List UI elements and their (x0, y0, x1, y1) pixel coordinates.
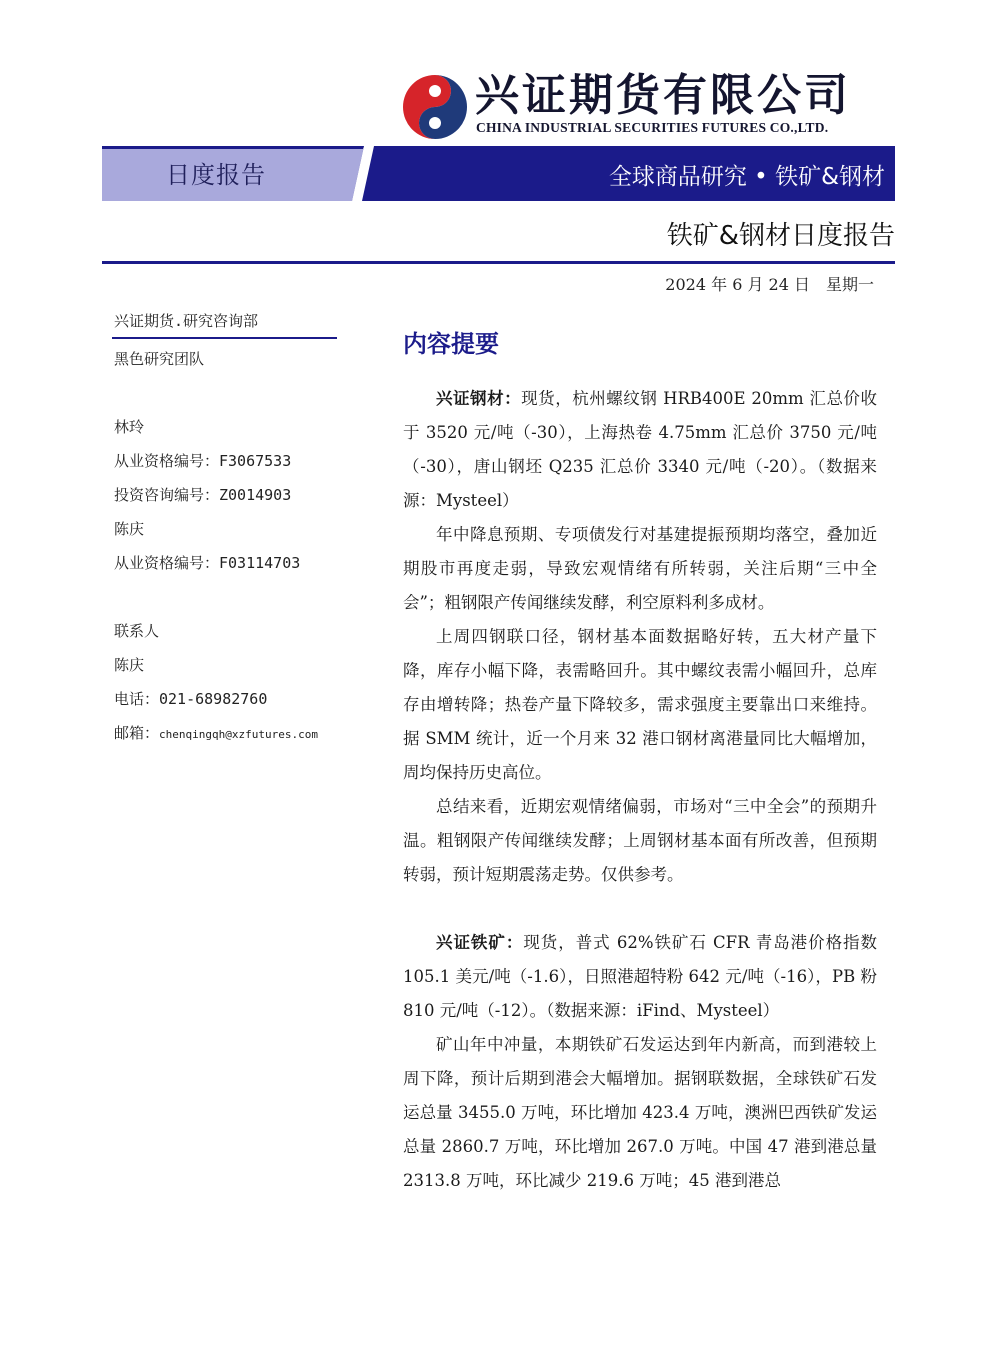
team: 黑色研究团队 (114, 350, 205, 368)
email-label: 邮箱： (114, 724, 160, 742)
steel-lead: 兴证钢材： (436, 389, 522, 408)
analyst-name: 林玲 (114, 418, 145, 436)
title-divider (102, 261, 895, 264)
report-banner (102, 146, 895, 201)
ore-spot-text: 现货，普式 62%铁矿石 CFR 青岛港价格指数 105.1 美元/吨（-1.6），日照港超特粉 642 元/吨（-16），PB 粉 810 元/吨（-12）。（数据来源：iFind、Mysteel） (403, 933, 878, 1020)
steel-paragraph: 总结来看，近期宏观情绪偏弱，市场对“三中全会”的预期升温。粗钢限产传闻继续发酵；上周钢材基本面有所改善，但预期转弱，预计短期震荡走势。仅供参考。 (403, 797, 877, 884)
analyst-name: 陈庆 (114, 520, 145, 538)
steel-paragraph: 年中降息预期、专项债发行对基建提振预期均落空，叠加近期股市再度走弱，导致宏观情绪有所转弱，关注后期“三中全会”；粗钢限产传闻继续发酵，利空原料利多成材。 (403, 525, 877, 612)
steel-paragraph: 上周四钢联口径，钢材基本面数据略好转，五大材产量下降，库存小幅下降，表需略回升。其中螺纹表需小幅回升，总库存由增转降；热卷产量下降较多，需求强度主要靠出口来维持。据 SMM 统计，近一个月来 32 港口钢材离港量同比大幅增加，周均保持历史高位。 (403, 627, 877, 782)
analyst-cert: 从业资格编号：F3067533 (114, 452, 292, 470)
ore-paragraph: 矿山年中冲量，本期铁矿石发运达到年内新高，而到港较上周下降，预计后期到港会大幅增加。据钢联数据，全球铁矿石发运总量 3455.0 万吨，环比增加 423.4 万吨，澳洲巴西铁矿发运总量 2860.7 万吨，环比增加 267.0 万吨。中国 47 港到港总量 2313.8 万吨，环比减少 219.6 万吨；45 港到港总 (403, 1035, 877, 1190)
department: 兴证期货.研究咨询部 (114, 312, 259, 330)
contact-label: 联系人 (114, 622, 160, 640)
contact-email-row (114, 722, 318, 743)
ore-lead: 兴证铁矿： (436, 933, 524, 952)
ore-paragraph (403, 926, 877, 1028)
research-category-label: 全球商品研究 • 铁矿&钢材 (608, 164, 885, 190)
report-date: 2024 年 6 月 24 日 星期一 (665, 275, 874, 294)
analyst-invest-cert: 投资咨询编号：Z0014903 (114, 486, 292, 504)
company-logo-icon (402, 74, 468, 140)
report-title: 铁矿&钢材日度报告 (666, 221, 895, 251)
company-name-en: CHINA INDUSTRIAL SECURITIES FUTURES CO.,LTD. (476, 120, 829, 135)
sidebar-divider (112, 337, 337, 339)
report-type-label: 日度报告 (166, 161, 266, 189)
contact-name: 陈庆 (114, 656, 145, 674)
email-link[interactable]: chenqingqh@xzfutures.com (159, 728, 318, 741)
company-name-cn: 兴证期货有限公司 (475, 70, 851, 121)
summary-heading: 内容提要 (403, 330, 499, 358)
analyst-cert: 从业资格编号：F03114703 (114, 554, 301, 572)
steel-paragraph (403, 382, 877, 518)
contact-phone: 电话：021-68982760 (114, 690, 268, 708)
steel-spot-text: 现货，杭州螺纹钢 HRB400E 20mm 汇总价收于 3520 元/吨（-30），上海热卷 4.75mm 汇总价 3750 元/吨（-30），唐山钢坯 Q235 汇总价 3340 元/吨（-20）。（数据来源：Mysteel） (403, 389, 878, 510)
